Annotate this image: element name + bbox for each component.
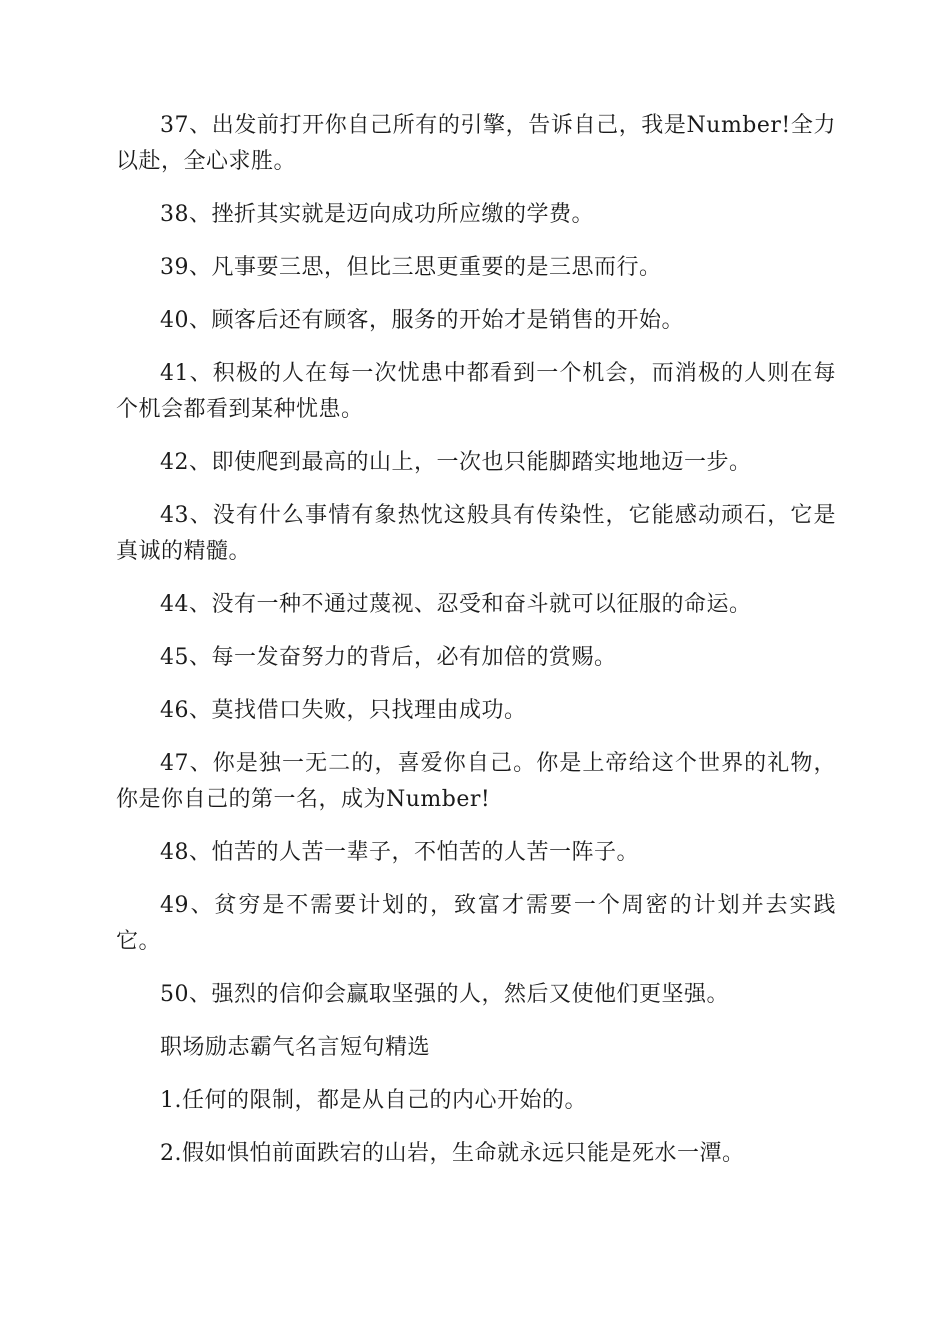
paragraph-38: 38、挫折其实就是迈向成功所应缴的学费。 xyxy=(160,202,594,227)
paragraph-40: 40、顾客后还有顾客，服务的开始才是销售的开始。 xyxy=(160,308,684,333)
paragraph-39: 39、凡事要三思，但比三思更重要的是三思而行。 xyxy=(160,255,662,280)
paragraph-48: 48、怕苦的人苦一辈子，不怕苦的人苦一阵子。 xyxy=(160,840,639,865)
paragraph-1: 1.任何的限制，都是从自己的内心开始的。 xyxy=(160,1088,587,1113)
paragraph-50: 50、强烈的信仰会赢取坚强的人，然后又使他们更坚强。 xyxy=(160,982,729,1007)
paragraph-45: 45、每一发奋努力的背后，必有加倍的赏赐。 xyxy=(160,645,617,670)
document-body xyxy=(116,108,836,1189)
paragraph-42: 42、即使爬到最高的山上，一次也只能脚踏实地地迈一步。 xyxy=(160,450,752,475)
paragraph-2: 2.假如惧怕前面跌宕的山岩，生命就永远只能是死水一潭。 xyxy=(160,1141,745,1166)
paragraph-46: 46、莫找借口失败，只找理由成功。 xyxy=(160,698,527,723)
paragraph-41: 41、积极的人在每一次忧患中都看到一个机会，而消极的人则在每个机会都看到某种忧患。 xyxy=(116,361,836,422)
paragraph-37: 37、出发前打开你自己所有的引擎，告诉自己，我是Number!全力以赴，全心求胜。 xyxy=(116,113,836,174)
paragraph-44: 44、没有一种不通过蔑视、忍受和奋斗就可以征服的命运。 xyxy=(160,592,752,617)
paragraph-43: 43、没有什么事情有象热忱这般具有传染性，它能感动顽石，它是真诚的精髓。 xyxy=(116,503,836,564)
paragraph-47: 47、你是独一无二的，喜爱你自己。你是上帝给这个世界的礼物，你是你自己的第一名，成为Number! xyxy=(116,751,836,812)
section-heading: 职场励志霸气名言短句精选 xyxy=(160,1035,431,1060)
paragraph-49: 49、贫穷是不需要计划的，致富才需要一个周密的计划并去实践它。 xyxy=(116,893,836,954)
